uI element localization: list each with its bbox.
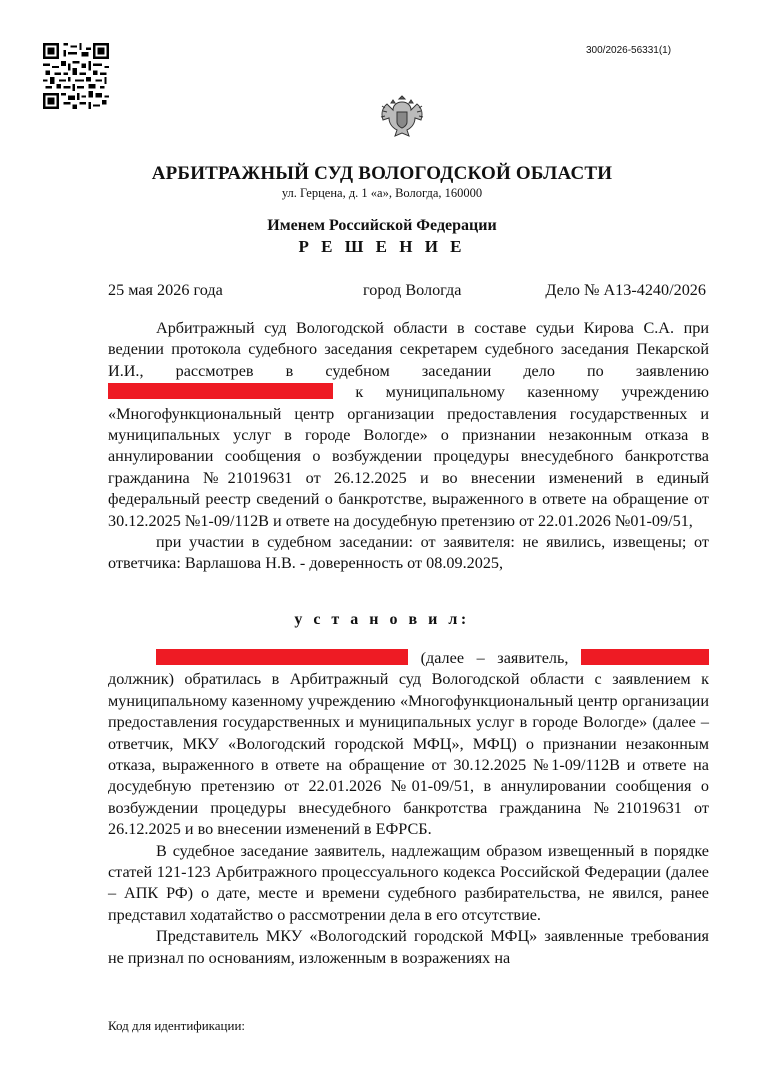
document-number: 300/2026-56331(1) — [586, 45, 672, 56]
intro-text-b: к муниципальному казенному учреждению «Многофункциональный центр организации предоставления государственных и муниципальных услуг в городе Вологде» о признании незаконным отказа в аннулировании сообщения о возбуждении процедуры внесудебного банкротства гражданина №21019631 от 26.12.2025 и во внесении изменений в единый федеральный реестр сведений о банкротстве, выраженного в ответе на обращение от 30.12.2025 №1-09/112В и ответе на досудебную претензию от 22.01.2026 №01-09/51, — [108, 383, 709, 530]
redaction-block — [156, 649, 408, 665]
established-paragraph-1 — [108, 648, 709, 841]
decision-date: 25 мая 2026 года — [108, 281, 223, 299]
redaction-block — [108, 383, 333, 399]
established-text-a: (далее – заявитель, — [408, 649, 581, 667]
established-heading: у с т а н о в и л: — [294, 611, 470, 628]
intro-paragraph-1 — [108, 318, 709, 532]
redaction-block — [581, 649, 709, 665]
established-paragraph-3: Представитель МКУ «Вологодский городской МФЦ» заявленные требования не признал по основаниям, изложенным в возражениях на — [108, 927, 709, 967]
intro-text-a: Арбитражный суд Вологодской области в составе судьи Кирова С.А. при ведении протокола судебного заседания секретарем судебного заседания Пекарской И.И., рассмотрев в судебном заседании дело по заявлению — [108, 319, 709, 380]
decision-city: город Вологда — [363, 281, 462, 299]
case-number: Дело № А13-4240/2026 — [545, 281, 706, 299]
intro-section — [108, 318, 709, 575]
coat-of-arms-icon — [379, 92, 425, 142]
in-the-name-line: Именем Российской Федерации — [267, 217, 497, 234]
identification-code-label: Код для идентификации: — [108, 1018, 246, 1033]
court-address: ул. Герцена, д. 1 «а», Вологда, 160000 — [281, 186, 483, 200]
court-name: АРБИТРАЖНЫЙ СУД ВОЛОГОДСКОЙ ОБЛАСТИ — [151, 163, 613, 184]
decision-title: Р Е Ш Е Н И Е — [298, 237, 466, 256]
established-paragraph-2: В судебное заседание заявитель, надлежащим образом извещенный в порядке статей 121-123 Арбитражного процессуального кодекса Российской Федерации (далее – АПК РФ) о дате, месте и времени судебного разбирательства, не явился, ранее представил ходатайство о рассмотрении дела в его отсутствие. — [108, 841, 709, 924]
qr-code-icon — [43, 43, 109, 109]
intro-paragraph-2: при участии в судебном заседании: от заявителя: не явились, извещены; от ответчика: Варлашова Н.В. - доверенность от 08.09.2025, — [108, 533, 709, 573]
established-text-b: должник) обратилась в Арбитражный суд Вологодской области с заявлением к муниципальному казенному учреждению «Многофункциональный центр организации предоставления государственных и муниципальных услуг в городе Вологде» (далее – ответчик, МКУ «Вологодский городской МФЦ», МФЦ) о признании незаконным отказа, выраженного в ответе на обращение от 30.12.2025 №1-09/112В и ответе на досудебную претензию от 22.01.2026 №01-09/51, в аннулировании сообщения о возбуждении процедуры внесудебного банкротства гражданина №21019631 от 26.12.2025 и во внесении изменений в ЕФРСБ. — [108, 670, 709, 839]
established-section — [108, 648, 709, 969]
